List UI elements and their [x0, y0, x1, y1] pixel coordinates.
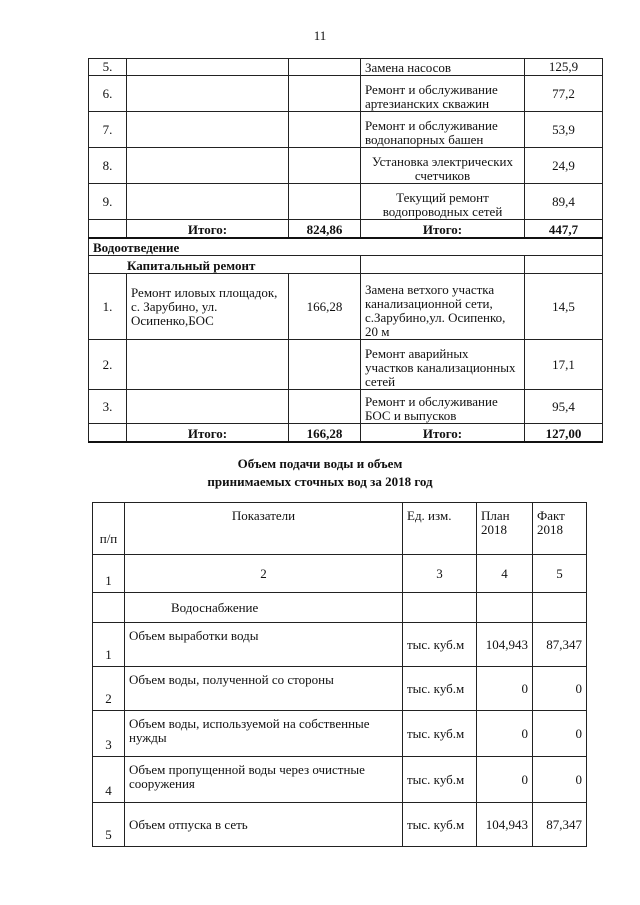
- capital-value-cell: [289, 390, 361, 424]
- page-number: 11: [313, 28, 327, 43]
- section-row: [93, 593, 587, 623]
- work-cell: Текущий ремонт водопроводных сетей: [361, 184, 525, 220]
- water-volume-table: [92, 502, 587, 847]
- plan-cell: 0: [477, 757, 533, 803]
- work-cell: Установка электрических счетчиков: [361, 148, 525, 184]
- row-number: 9.: [89, 184, 127, 220]
- plan-cell: 0: [477, 667, 533, 711]
- table-row: [89, 340, 603, 390]
- unit-cell: тыс. куб.м: [403, 711, 477, 757]
- empty-cell: [525, 256, 603, 274]
- total-label: Итого:: [361, 220, 525, 238]
- row-number: 5: [93, 803, 125, 847]
- column-number-row: [93, 555, 587, 593]
- empty-cell: [93, 593, 125, 623]
- total-capital: 166,28: [289, 424, 361, 442]
- empty-cell: [361, 256, 525, 274]
- row-number: 2.: [89, 340, 127, 390]
- repair-table: [88, 58, 603, 443]
- header-row: [93, 503, 587, 555]
- heading-line: Объем подачи воды и объем: [237, 456, 403, 471]
- indicator-cell: Объем пропущенной воды через очистные сооружения: [125, 757, 403, 803]
- empty-cell: [89, 424, 127, 442]
- unit-cell: тыс. куб.м: [403, 667, 477, 711]
- unit-cell: тыс. куб.м: [403, 623, 477, 667]
- indicator-cell: Объем выработки воды: [125, 623, 403, 667]
- capital-value-cell: [289, 59, 361, 76]
- value-cell: 24,9: [525, 148, 603, 184]
- work-cell: Ремонт и обслуживание водонапорных башен: [361, 112, 525, 148]
- total-label: Итого:: [127, 220, 289, 238]
- capital-work-cell: [127, 184, 289, 220]
- row-number: 6.: [89, 76, 127, 112]
- value-cell: 89,4: [525, 184, 603, 220]
- table-row: [93, 667, 587, 711]
- total-capital: 824,86: [289, 220, 361, 238]
- table-row: [89, 184, 603, 220]
- total-row: [89, 220, 603, 238]
- work-cell: Ремонт и обслуживание артезианских скважин: [361, 76, 525, 112]
- unit-cell: тыс. куб.м: [403, 757, 477, 803]
- work-cell: Замена ветхого участка канализационной сети, с.Зарубино,ул. Осипенко, 20 м: [361, 274, 525, 340]
- header-num: п/п: [93, 503, 125, 555]
- row-number: 3.: [89, 390, 127, 424]
- plan-cell: 0: [477, 711, 533, 757]
- capital-value-cell: [289, 340, 361, 390]
- empty-cell: [533, 593, 587, 623]
- table-row: [93, 803, 587, 847]
- capital-work-cell: [127, 112, 289, 148]
- value-cell: 53,9: [525, 112, 603, 148]
- empty-cell: [477, 593, 533, 623]
- column-number: 3: [403, 555, 477, 593]
- table-row: [93, 623, 587, 667]
- row-number: 7.: [89, 112, 127, 148]
- fact-cell: 87,347: [533, 623, 587, 667]
- unit-cell: тыс. куб.м: [403, 803, 477, 847]
- empty-cell: [403, 593, 477, 623]
- value-cell: 14,5: [525, 274, 603, 340]
- section-title: Водоотведение: [89, 238, 603, 256]
- value-cell: 77,2: [525, 76, 603, 112]
- plan-cell: 104,943: [477, 623, 533, 667]
- table-row: [89, 112, 603, 148]
- capital-value-cell: [289, 76, 361, 112]
- column-number: 2: [125, 555, 403, 593]
- capital-value-cell: [289, 112, 361, 148]
- row-number: 2: [93, 667, 125, 711]
- section-row: [89, 238, 603, 256]
- total-label: Итого:: [361, 424, 525, 442]
- capital-work-cell: Ремонт иловых площадок, с. Зарубино, ул. Осипенко,БОС: [127, 274, 289, 340]
- table-row: [89, 76, 603, 112]
- table-row: [89, 274, 603, 340]
- table-row: [89, 59, 603, 76]
- section-heading: [150, 455, 490, 491]
- indicator-cell: Объем отпуска в сеть: [125, 803, 403, 847]
- row-number: 4: [93, 757, 125, 803]
- total-current: 447,7: [525, 220, 603, 238]
- header-fact: Факт 2018: [533, 503, 587, 555]
- value-cell: 125,9: [525, 59, 603, 76]
- work-cell: Ремонт и обслуживание БОС и выпусков: [361, 390, 525, 424]
- section-title: Водоснабжение: [125, 593, 403, 623]
- value-cell: 95,4: [525, 390, 603, 424]
- capital-value-cell: [289, 184, 361, 220]
- header-plan: План 2018: [477, 503, 533, 555]
- subsection-row: [89, 256, 603, 274]
- row-number: 1: [93, 623, 125, 667]
- total-row: [89, 424, 603, 442]
- work-cell: Замена насосов: [361, 59, 525, 76]
- table-row: [93, 711, 587, 757]
- table-row: [89, 390, 603, 424]
- work-cell: Ремонт аварийных участков канализационных сетей: [361, 340, 525, 390]
- fact-cell: 0: [533, 667, 587, 711]
- capital-work-cell: [127, 76, 289, 112]
- plan-cell: 104,943: [477, 803, 533, 847]
- column-number: 4: [477, 555, 533, 593]
- fact-cell: 0: [533, 757, 587, 803]
- row-number: 3: [93, 711, 125, 757]
- table-row: [89, 148, 603, 184]
- indicator-cell: Объем воды, полученной со стороны: [125, 667, 403, 711]
- row-number: 8.: [89, 148, 127, 184]
- capital-value-cell: [289, 148, 361, 184]
- table-row: [93, 757, 587, 803]
- heading-line: принимаемых сточных вод за 2018 год: [207, 474, 433, 489]
- capital-work-cell: [127, 59, 289, 76]
- capital-value-cell: 166,28: [289, 274, 361, 340]
- header-unit: Ед. изм.: [403, 503, 477, 555]
- total-current: 127,00: [525, 424, 603, 442]
- value-cell: 17,1: [525, 340, 603, 390]
- capital-work-cell: [127, 390, 289, 424]
- header-indicator: Показатели: [125, 503, 403, 555]
- column-number: 5: [533, 555, 587, 593]
- subsection-title: Капитальный ремонт: [89, 256, 361, 274]
- capital-work-cell: [127, 340, 289, 390]
- total-label: Итого:: [127, 424, 289, 442]
- indicator-cell: Объем воды, используемой на собственные нужды: [125, 711, 403, 757]
- capital-work-cell: [127, 148, 289, 184]
- row-number: 1.: [89, 274, 127, 340]
- column-number: 1: [93, 555, 125, 593]
- row-number: 5.: [89, 59, 127, 76]
- empty-cell: [89, 220, 127, 238]
- fact-cell: 87,347: [533, 803, 587, 847]
- fact-cell: 0: [533, 711, 587, 757]
